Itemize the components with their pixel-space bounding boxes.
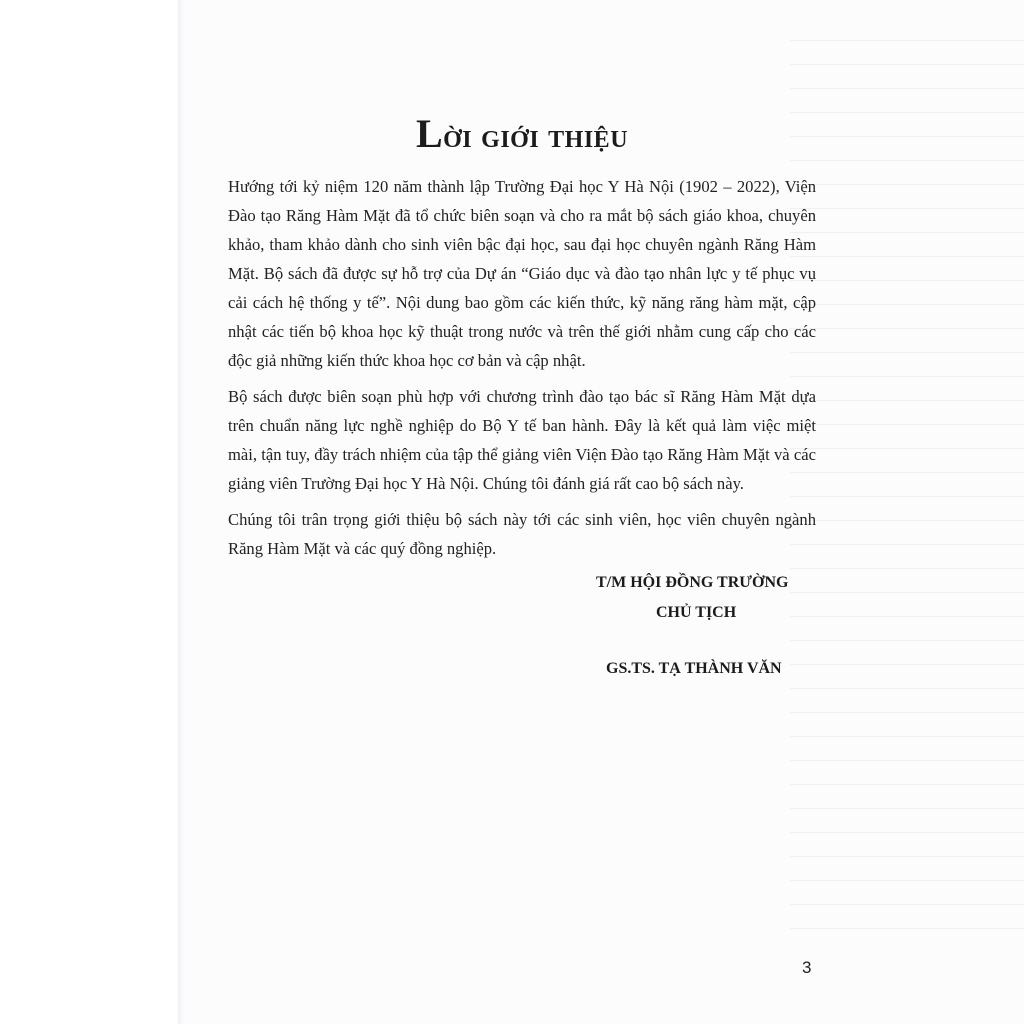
bleed-through-texture bbox=[790, 40, 1024, 940]
paragraph-2: Bộ sách được biên soạn phù hợp với chương trình đào tạo bác sĩ Răng Hàm Mặt dựa trên chuẩn năng lực nghề nghiệp do Bộ Y tế ban hành. Đây là kết quả làm việc miệt mài, tận tuy, đầy trách nhiệm của tập thể giảng viên Viện Đào tạo Răng Hàm Mặt và các giảng viên Trường Đại học Y Hà Nội. Chúng tôi đánh giá rất cao bộ sách này. bbox=[228, 387, 816, 493]
signature-organization: T/M HỘI ĐỒNG TRƯỜNG bbox=[596, 574, 789, 591]
title-rest: ời giới thiệu bbox=[443, 118, 629, 155]
body-text bbox=[228, 172, 816, 570]
paragraph-1: Hướng tới kỷ niệm 120 năm thành lập Trường Đại học Y Hà Nội (1902 – 2022), Viện Đào tạo Răng Hàm Mặt đã tổ chức biên soạn và cho ra mắt bộ sách giáo khoa, chuyên khảo, tham khảo dành cho sinh viên bậc đại học, sau đại học chuyên ngành Răng Hàm Mặt. Bộ sách đã được sự hỗ trợ của Dự án “Giáo dục và đào tạo nhân lực y tế phục vụ cải cách hệ thống y tế”. Nội dung bao gồm các kiến thức, kỹ năng răng hàm mặt, cập nhật các tiến bộ khoa học kỹ thuật trong nước và trên thế giới nhằm cung cấp cho các độc giả những kiến thức khoa học cơ bản và cập nhật. bbox=[228, 177, 816, 370]
signature-name: GS.TS. TẠ THÀNH VĂN bbox=[606, 660, 782, 677]
title-initial: L bbox=[415, 111, 444, 156]
page-number: 3 bbox=[802, 958, 812, 977]
paragraph-3: Chúng tôi trân trọng giới thiệu bộ sách này tới các sinh viên, học viên chuyên ngành Răng Hàm Mặt và các quý đồng nghiệp. bbox=[228, 510, 816, 558]
paper-edge bbox=[178, 0, 184, 1024]
signature-role: CHỦ TỊCH bbox=[656, 604, 737, 621]
page-title bbox=[228, 110, 816, 157]
